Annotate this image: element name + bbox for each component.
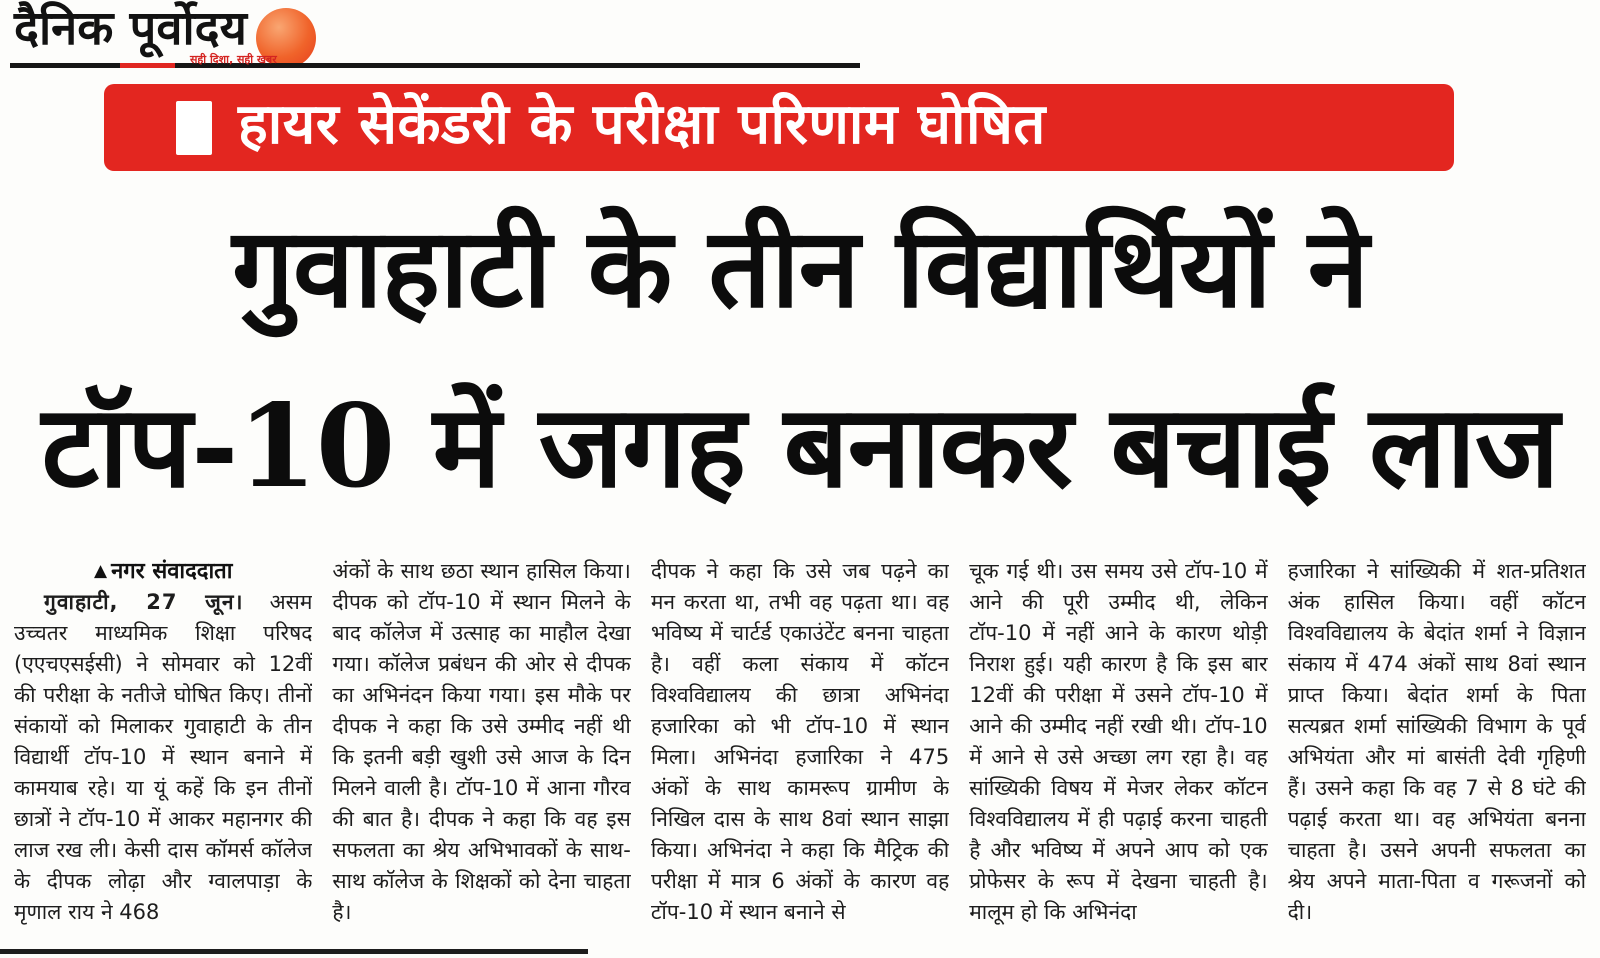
byline-label: नगर संवाददाता bbox=[111, 559, 233, 584]
byline bbox=[14, 556, 312, 587]
lead-paragraph-text: असम उच्चतर माध्यमिक शिक्षा परिषद (एएचएसईसी) ने सोमवार को 12वीं की परीक्षा के नतीजे घोषित किए। तीनों संकायों को मिलाकर गुवाहाटी के तीन विद्यार्थी टॉप-10 में स्थान बनाने में कामयाब रहे। या यूं कहें कि इन तीनों छात्रों ने टॉप-10 में आकर महानगर की लाज रख ली। केसी दास कॉमर्स कॉलेज के दीपक लोढ़ा और ग्वालपाड़ा के मृणाल राय ने 468 bbox=[14, 590, 313, 924]
column-text: हजारिका ने सांख्यिकी में शत-प्रतिशत अंक हासिल किया। वहीं कॉटन विश्वविद्यालय के बेदांत शर्मा ने विज्ञान संकाय में 474 अंकों साथ 8वां स्थान प्राप्त किया। बेदांत शर्मा के पिता सत्यब्रत शर्मा सांख्यिकी विभाग के पूर्व अभियंता और मां बासंती देवी गृहिणी हैं। उसने कहा कि वह 7 से 8 घंटे की पढ़ाई करता था। वह अभियंता बनना चाहता है। उसने अपनी सफलता का श्रेय अपने माता-पिता व गरूजनों को दी। bbox=[1287, 559, 1587, 924]
newspaper-logo-text: दैनिक पूर्वोदय bbox=[14, 1, 247, 56]
column-text bbox=[14, 587, 312, 928]
column-text: चूक गई थी। उस समय उसे टॉप-10 में आने की पूरी उम्मीद थी, लेकिन टॉप-10 में नहीं आने के कारण थोड़ी निराश हुई। यही कारण है कि इस बार 12वीं की परीक्षा में उसने टॉप-10 में आने की उम्मीद नहीं रखी थी। टॉप-10 में आने से उसे अच्छा लग रहा है। वह सांख्यिकी विषय में मेजर लेकर कॉटन विश्वविद्यालय में ही पढ़ाई करना चाहती है और भविष्य में अपने आप को एक प्रोफेसर के रूप में देखना चाहती है। मालूम हो कि अभिनंदा bbox=[969, 559, 1268, 924]
kicker-text: हायर सेकेंडरी के परीक्षा परिणाम घोषित bbox=[238, 91, 1046, 157]
headline-line-1: गुवाहाटी के तीन विद्यार्थियों ने bbox=[232, 203, 1368, 332]
logo-tagline: सही दिशा, सही खबर bbox=[190, 53, 277, 66]
square-bullet-icon bbox=[176, 101, 212, 155]
article-column-4 bbox=[969, 556, 1267, 948]
article-column-3 bbox=[651, 556, 949, 948]
article-body bbox=[14, 556, 1586, 948]
masthead bbox=[0, 0, 900, 72]
bottom-divider-rule bbox=[0, 949, 588, 954]
article-column-1 bbox=[14, 556, 312, 948]
dateline: गुवाहाटी, 27 जून। bbox=[44, 590, 244, 614]
kicker-banner bbox=[104, 84, 1454, 171]
article-column-5 bbox=[1288, 556, 1586, 948]
column-text: दीपक ने कहा कि उसे जब पढ़ने का मन करता था, तभी वह पढ़ता था। वह भविष्य में चार्टर्ड एकाउंटेंट बनना चाहता है। वहीं कला संकाय में कॉटन विश्वविद्यालय की छात्रा अभिनंदा हजारिका को भी टॉप-10 में स्थान मिला। अभिनंदा हजारिका ने 475 अंकों के साथ कामरूप ग्रामीण के निखिल दास के साथ 8वां स्थान साझा किया। अभिनंदा ने कहा कि मैट्रिक की परीक्षा में मात्र 6 अंकों के कारण वह टॉप-10 में स्थान बनाने से bbox=[650, 559, 950, 924]
headline-line-2: टॉप-10 में जगह बनाकर बचाई लाज bbox=[41, 379, 1559, 513]
article-column-2 bbox=[332, 556, 630, 948]
column-text: अंकों के साथ छठा स्थान हासिल किया। दीपक को टॉप-10 में स्थान मिलने के बाद कॉलेज में उत्साह का माहौल देखा गया। कॉलेज प्रबंधन की ओर से दीपक का अभिनंदन किया गया। इस मौके पर दीपक ने कहा कि उसे उम्मीद नहीं थी कि इतनी बड़ी खुशी उसे आज के दिन मिलने वाली है। टॉप-10 में आना गौरव की बात है। दीपक ने कहा कि वह इस सफलता का श्रेय अभिभावकों के साथ-साथ कॉलेज के शिक्षकों को देना चाहता है। bbox=[332, 559, 631, 924]
masthead-rule-red-segment bbox=[120, 63, 175, 68]
triangle-bullet-icon: ▲ bbox=[93, 561, 108, 581]
newspaper-logo bbox=[14, 1, 247, 56]
main-headline bbox=[0, 178, 1600, 534]
